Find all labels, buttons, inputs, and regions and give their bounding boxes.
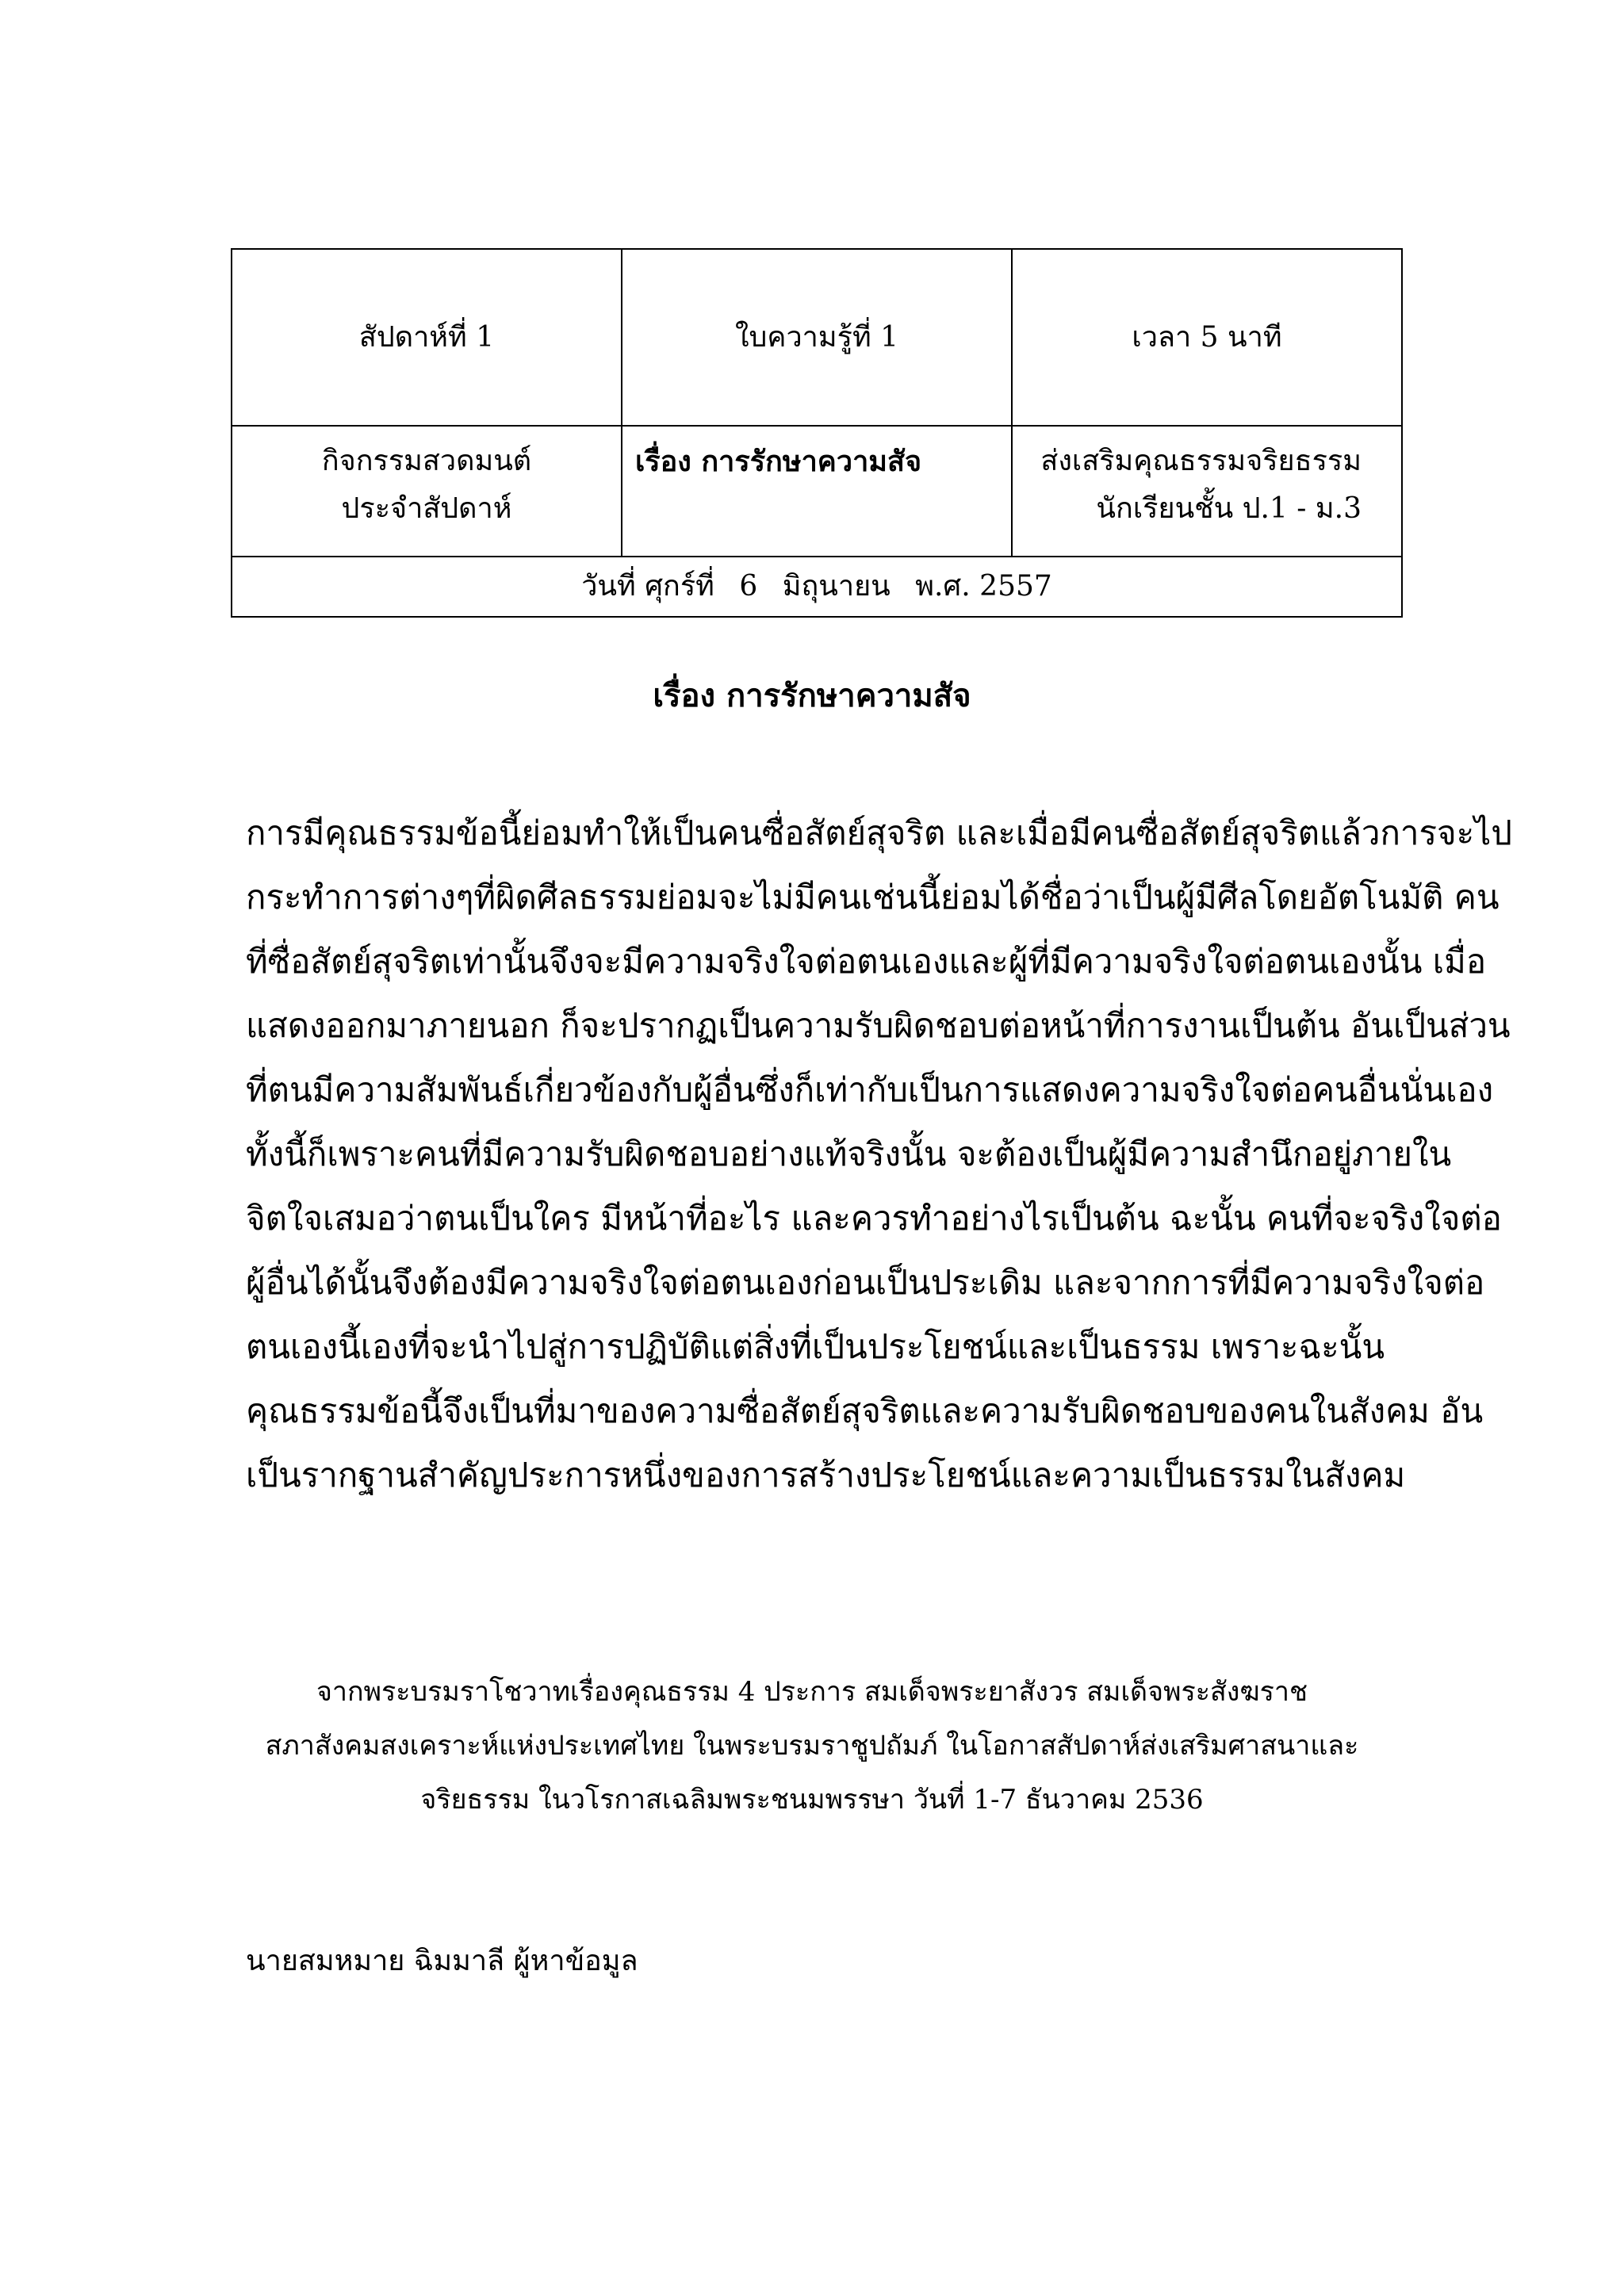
- compiler-credit: นายสมหมาย ฉิมมาลี ผู้หาข้อมูล: [246, 1945, 638, 1977]
- citation-line: จริยธรรม ในวโรกาสเฉลิมพระชนมพรรษา วันที่ 1-7 ธันวาคม 2536: [420, 1784, 1204, 1816]
- body-line: จิตใจเสมอว่าตนเป็นใคร มีหน้าที่อะไร และควรทำอย่างไรเป็นต้น ฉะนั้น คนที่จะจริงใจต่อ: [246, 1199, 1502, 1238]
- date-day: 6: [739, 570, 758, 603]
- activity-line-2: ประจำสัปดาห์: [341, 492, 512, 525]
- date-cell: [232, 557, 1402, 617]
- citation-line: จากพระบรมราโชวาทเรื่องคุณธรรม 4 ประการ สมเด็จพระยาสังวร สมเด็จพระสังฆราช: [316, 1676, 1308, 1708]
- date-year: พ.ศ. 2557: [915, 570, 1052, 603]
- body-line: ทั้งนี้ก็เพราะคนที่มีความรับผิดชอบอย่างแท้จริงนั้น จะต้องเป็นผู้มีความสำนึกอยู่ภายใน: [246, 1135, 1452, 1173]
- body-line: ผู้อื่นได้นั้นจึงต้องมีความจริงใจต่อตนเองก่อนเป็นประเดิม และจากการที่มีความจริงใจต่อ: [246, 1263, 1485, 1302]
- citation-line: สภาสังคมสงเคราะห์แห่งประเทศไทย ในพระบรมราชูปถัมภ์ ในโอกาสสัปดาห์ส่งเสริมศาสนาและ: [265, 1730, 1359, 1762]
- body-line: ตนเองนี้เองที่จะนำไปสู่การปฏิบัติแต่สิ่งที่เป็นประโยชน์และเป็นธรรม เพราะฉะนั้น: [246, 1327, 1385, 1366]
- body-line: กระทำการต่างๆที่ผิดศีลธรรมย่อมจะไม่มีคนเช่นนี้ย่อมได้ชื่อว่าเป็นผู้มีศีลโดยอัตโนมัติ คน: [246, 878, 1500, 916]
- activity-cell: [232, 426, 622, 557]
- document-heading: เรื่อง การรักษาความสัจ: [653, 677, 971, 714]
- body-line: ที่ซื่อสัตย์สุจริตเท่านั้นจึงจะมีความจริงใจต่อตนเองและผู้ที่มีความจริงใจต่อตนเองนั้น เมื่อ: [246, 942, 1487, 981]
- body-line: การมีคุณธรรมข้อนี้ย่อมทำให้เป็นคนซื่อสัตย์สุจริต และเมื่อมีคนซื่อสัตย์สุจริตแล้วการจะไป: [246, 813, 1512, 852]
- info-row-week: [232, 249, 1402, 426]
- date-month: มิถุนายน: [782, 570, 891, 603]
- body-paragraph: [246, 801, 1512, 1507]
- activity-line-1: กิจกรรมสวดมนต์: [321, 445, 532, 477]
- body-line: ที่ตนมีความสัมพันธ์เกี่ยวข้องกับผู้อื่นซึ่งก็เท่ากับเป็นการแสดงความจริงใจต่อคนอื่นนั่นเอง: [246, 1070, 1494, 1109]
- purpose-line-1: ส่งเสริมคุณธรรมจริยธรรม: [1040, 445, 1362, 477]
- body-line: เป็นรากฐานสำคัญประการหนึ่งของการสร้างประโยชน์และความเป็นธรรมในสังคม: [246, 1456, 1406, 1494]
- body-line: แสดงออกมาภายนอก ก็จะปรากฏเป็นความรับผิดชอบต่อหน้าที่การงานเป็นต้น อันเป็นส่วน: [246, 1006, 1511, 1045]
- sheet-cell: ใบความรู้ที่ 1: [622, 249, 1012, 426]
- date-label: วันที่ ศุกร์ที่: [581, 570, 714, 603]
- info-table: [231, 248, 1403, 618]
- purpose-cell: [1012, 426, 1402, 557]
- citation: [0, 1665, 1624, 1827]
- subject-cell: เรื่อง การรักษาความสัจ: [622, 426, 1012, 557]
- info-row-date: [232, 557, 1402, 617]
- info-row-activity: [232, 426, 1402, 557]
- body-line: คุณธรรมข้อนี้จึงเป็นที่มาของความซื่อสัตย์สุจริตและความรับผิดชอบของคนในสังคม อัน: [246, 1391, 1484, 1430]
- week-cell: สัปดาห์ที่ 1: [232, 249, 622, 426]
- purpose-line-2: นักเรียนชั้น ป.1 - ม.3: [1096, 492, 1362, 525]
- time-cell: เวลา 5 นาที: [1012, 249, 1402, 426]
